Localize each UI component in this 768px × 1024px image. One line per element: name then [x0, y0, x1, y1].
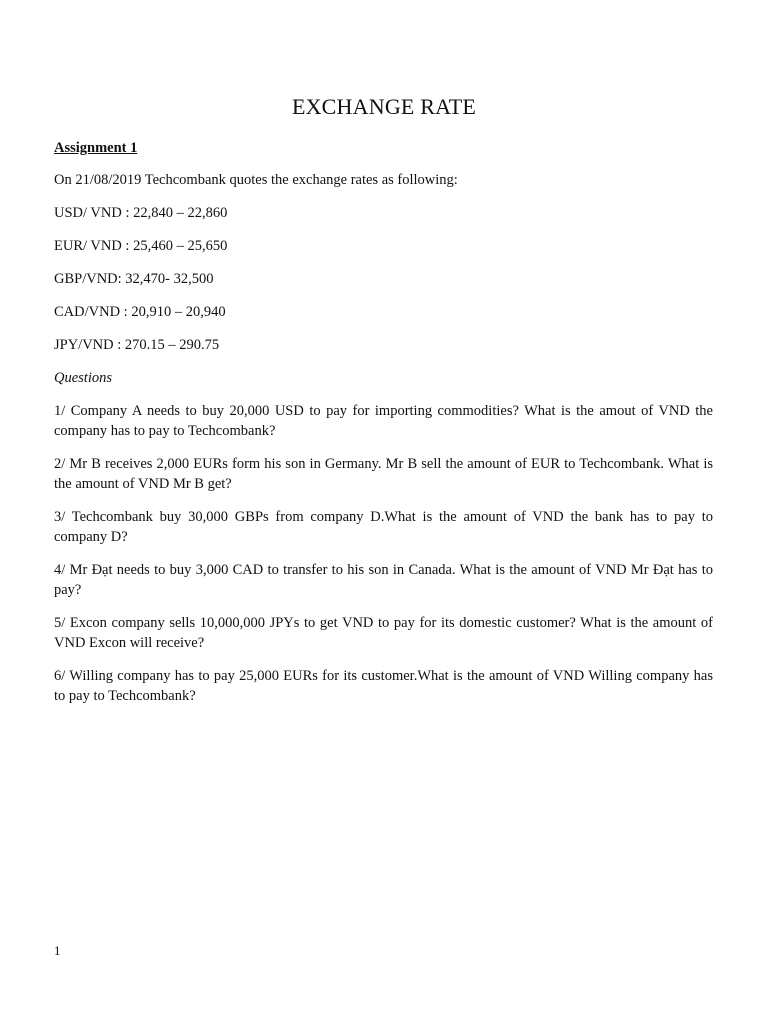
intro-paragraph: On 21/08/2019 Techcombank quotes the exchange rates as following:: [54, 172, 458, 188]
assignment-heading: Assignment 1: [54, 140, 138, 156]
question-5: 5/ Excon company sells 10,000,000 JPYs to get VND to pay for its domestic customer? What is the amount of VND Excon will receive?: [54, 615, 713, 651]
rate-gbp-vnd: GBP/VND: 32,470- 32,500: [54, 271, 214, 287]
question-6: 6/ Willing company has to pay 25,000 EURs for its customer.What is the amount of VND Willing company has to pay to Techcombank?: [54, 668, 713, 704]
page-number: 1: [54, 943, 61, 958]
rate-usd-vnd: USD/ VND : 22,840 – 22,860: [54, 205, 228, 221]
questions-label: Questions: [54, 370, 112, 386]
question-4: 4/ Mr Đạt needs to buy 3,000 CAD to transfer to his son in Canada. What is the amount of VND Mr Đạt has to pay?: [54, 562, 713, 598]
document-body: [54, 138, 713, 719]
document-title: EXCHANGE RATE: [291, 94, 477, 119]
question-1: 1/ Company A needs to buy 20,000 USD to pay for importing commodities? What is the amout of VND the company has to pay to Techcombank?: [54, 403, 713, 439]
question-3: 3/ Techcombank buy 30,000 GBPs from company D.What is the amount of VND the bank has to pay to company D?: [54, 509, 713, 545]
rate-eur-vnd: EUR/ VND : 25,460 – 25,650: [54, 238, 228, 254]
question-2: 2/ Mr B receives 2,000 EURs form his son in Germany. Mr B sell the amount of EUR to Techcombank. What is the amount of VND Mr B get?: [54, 456, 713, 492]
rate-cad-vnd: CAD/VND : 20,910 – 20,940: [54, 304, 226, 320]
rate-jpy-vnd: JPY/VND : 270.15 – 290.75: [54, 337, 220, 353]
